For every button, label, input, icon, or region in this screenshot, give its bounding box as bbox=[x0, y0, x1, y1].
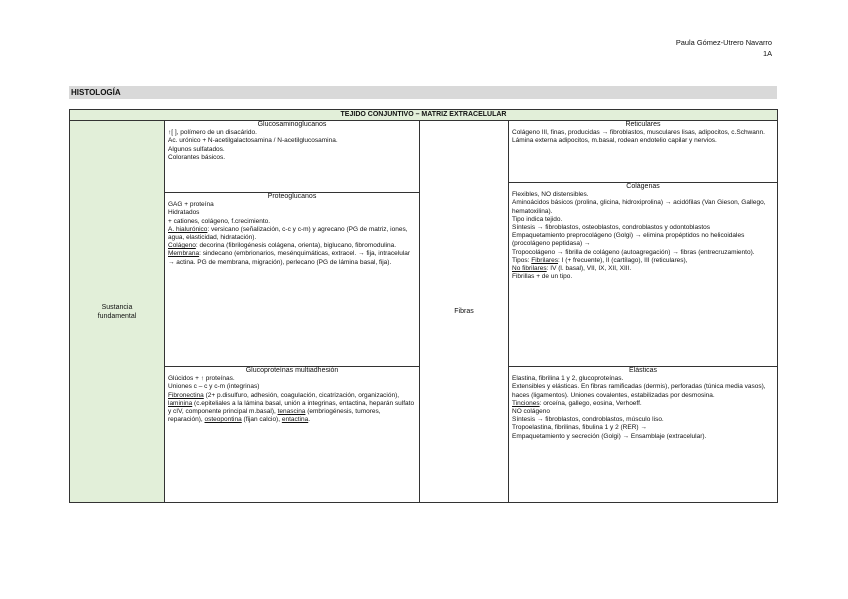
stains-text: : orceína, gallego, eosina, Verhoeff. bbox=[539, 399, 642, 407]
proteoglycan-line-3: + cationes, colágeno, f.crecimiento. bbox=[168, 217, 271, 225]
elastic-line-7: Empaquetamiento y secreción (Golgi) → Ensamblaje (extracelular). bbox=[512, 432, 707, 440]
gag-line-2: Ac. urónico + N-acetilgalactosamina / N-acetilglucosamina. bbox=[168, 137, 338, 145]
elastic-header: Elásticas bbox=[628, 367, 657, 374]
collagen-line-1: Flexibles, NO distensibles. bbox=[512, 191, 589, 199]
reticular-block bbox=[509, 121, 777, 183]
collagen-types-prefix: Tipos: bbox=[512, 256, 532, 264]
elastic-line-1: Elastina, fibrilina 1 y 2, glucoproteínas. bbox=[512, 375, 624, 383]
osteopontin-text: (fijan calcio), bbox=[241, 416, 282, 424]
fibers-label: Fibras bbox=[420, 121, 509, 503]
elastic-stains bbox=[512, 400, 774, 408]
hyaluronic-text: : versicano (señalización, c-c y c-m) y agrecano (PG de matriz, iones, agua, elasticidad, hidratación). bbox=[168, 225, 408, 242]
collagen-header: Colágenas bbox=[626, 183, 660, 190]
matrix-table bbox=[69, 109, 778, 503]
collagen-fibrillar-text: : I (+ frecuente), II (cartílago), III (reticulares), bbox=[558, 256, 688, 264]
gag-cell bbox=[165, 121, 420, 193]
collagen-line-2: Aminoácidos básicos (prolina, glicina, hidroxiprolina) → acidófilas (Van Gieson, Gallego, hematoxilina). bbox=[512, 199, 766, 215]
collagen-types-fibrillar bbox=[512, 257, 774, 265]
collagen-nonfibrillar-text: : IV (l. basal), VII, IX, XII, XIII. bbox=[546, 265, 632, 273]
gag-line-3: Algunos sulfatados. bbox=[168, 145, 225, 153]
elastic-line-2: Extensibles y elásticas. En fibras ramificadas (dermis), perforadas (túnica media vasos), haces (ligamentos). Uniones covalentes, estabilizadas por desmosina. bbox=[512, 383, 766, 399]
collagen-line-6: Tropocolágeno → fibrilla de colágeno (autoagregación) → fibras (entrecruzamiento). bbox=[512, 248, 755, 256]
proteoglycan-cell bbox=[165, 193, 420, 367]
author-code: 1A bbox=[762, 49, 772, 58]
collagen-types-nonfibrillar bbox=[512, 265, 774, 273]
glycoprotein-line-2: Uniones c – c y c-m (integrinas) bbox=[168, 383, 260, 391]
osteopontin-label: osteopontina bbox=[204, 416, 242, 424]
collagen-label: Colágeno bbox=[168, 242, 196, 250]
membrane-text: : sindecano (embrionarios, mesénquimáticas, extracel. → fija, intracelular → actina. PG de membrana, migración), perlecano (PG de lámina basal, fija). bbox=[168, 250, 411, 266]
elastic-line-6: Tropoelastina, fibrilinas, fibulina 1 y 2 (RER) → bbox=[512, 424, 647, 432]
laminin-label: laminina bbox=[168, 399, 193, 407]
collagen-block bbox=[509, 183, 777, 281]
collagen-line-3: Tipo indica tejido. bbox=[512, 215, 563, 223]
table-title: TEJIDO CONJUNTIVO – MATRIZ EXTRACELULAR bbox=[70, 110, 778, 121]
tenascin-text: (embriogénesis, tumores, reparación), bbox=[168, 408, 381, 424]
laminin-text: (c.epiteliales a la lámina basal, unión a integrinas, entactina, heparán sulfato y cIV, componente principal m.basal), bbox=[168, 399, 415, 416]
proteoglycan-line-1: GAG + proteína bbox=[168, 201, 214, 209]
reticular-line-2: Lámina externa adipocitos, m.basal, rodean endotelio capilar y nervios. bbox=[512, 137, 717, 145]
proteoglycan-header: Proteoglucanos bbox=[267, 193, 317, 200]
glycoprotein-cell bbox=[165, 367, 420, 503]
collagen-line-5: Empaquetamiento preprocolágeno (Golgi) → elimina propéptidos no helicoidales (procolágeno peptidasa) → bbox=[512, 232, 745, 248]
glycoprotein-details bbox=[168, 392, 416, 425]
entactin-label: entactina bbox=[281, 416, 309, 424]
author-header bbox=[676, 37, 772, 59]
collagen-line-4: Síntesis → fibroblastos, osteoblastos, condroblastos y odontoblastos bbox=[512, 224, 710, 232]
elastic-line-5: Síntesis → fibroblastos, condroblastos, músculo liso. bbox=[512, 416, 664, 424]
entactin-text: . bbox=[308, 416, 311, 424]
section-title: HISTOLOGÍA bbox=[69, 86, 777, 99]
ground-substance-label-1: Sustancia bbox=[101, 303, 133, 311]
hyaluronic-label: A. hialurónico bbox=[168, 225, 208, 233]
gag-line-4: Colorantes básicos. bbox=[168, 153, 226, 161]
membrane-label: Membrana bbox=[168, 250, 200, 258]
gag-header: Glucosaminoglucanos bbox=[257, 121, 327, 128]
fibronectin-label: Fibronectina bbox=[168, 391, 204, 399]
proteoglycan-line-2: Hidratados bbox=[168, 209, 200, 217]
reticular-line-1: Colágeno III, finas, producidas → fibroblastos, musculares lisas, adipocitos, c.Schwann. bbox=[512, 129, 765, 137]
author-name: Paula Gómez-Utrero Navarro bbox=[675, 38, 772, 47]
proteoglycan-membrane bbox=[168, 250, 416, 266]
collagen-fibrillar-label: Fibrilares bbox=[531, 256, 558, 264]
elastic-line-4: NO colágeno bbox=[512, 408, 550, 416]
reticular-header: Reticulares bbox=[625, 121, 661, 128]
glycoprotein-line-1: Glúcidos + ↑ proteínas. bbox=[168, 375, 235, 383]
stains-label: Tinciones bbox=[512, 399, 540, 407]
collagen-line-9: Fibrillas + de un tipo. bbox=[512, 273, 573, 281]
reticular-cell bbox=[509, 121, 778, 367]
ground-substance-label bbox=[70, 121, 165, 503]
proteoglycan-collagen bbox=[168, 242, 416, 250]
tenascin-label: tenascina bbox=[277, 408, 306, 416]
glycoprotein-header: Glucoproteínas multiadhesión bbox=[245, 367, 339, 374]
fibronectin-text: (2+ p.disulfuro, adhesión, coagulación, cicatrización, organización), bbox=[203, 391, 400, 399]
elastic-cell bbox=[509, 367, 778, 503]
ground-substance-label-2: fundamental bbox=[97, 312, 137, 320]
collagen-text: : decorina (fibrilogénesis colágena, orienta), biglucano, fibromodulina. bbox=[195, 242, 397, 250]
collagen-nonfibrillar-label: No fibrilares bbox=[512, 265, 547, 273]
gag-line-1: ↑[ ], polímero de un disacárido. bbox=[168, 129, 257, 137]
proteoglycan-hyaluronic bbox=[168, 226, 416, 242]
